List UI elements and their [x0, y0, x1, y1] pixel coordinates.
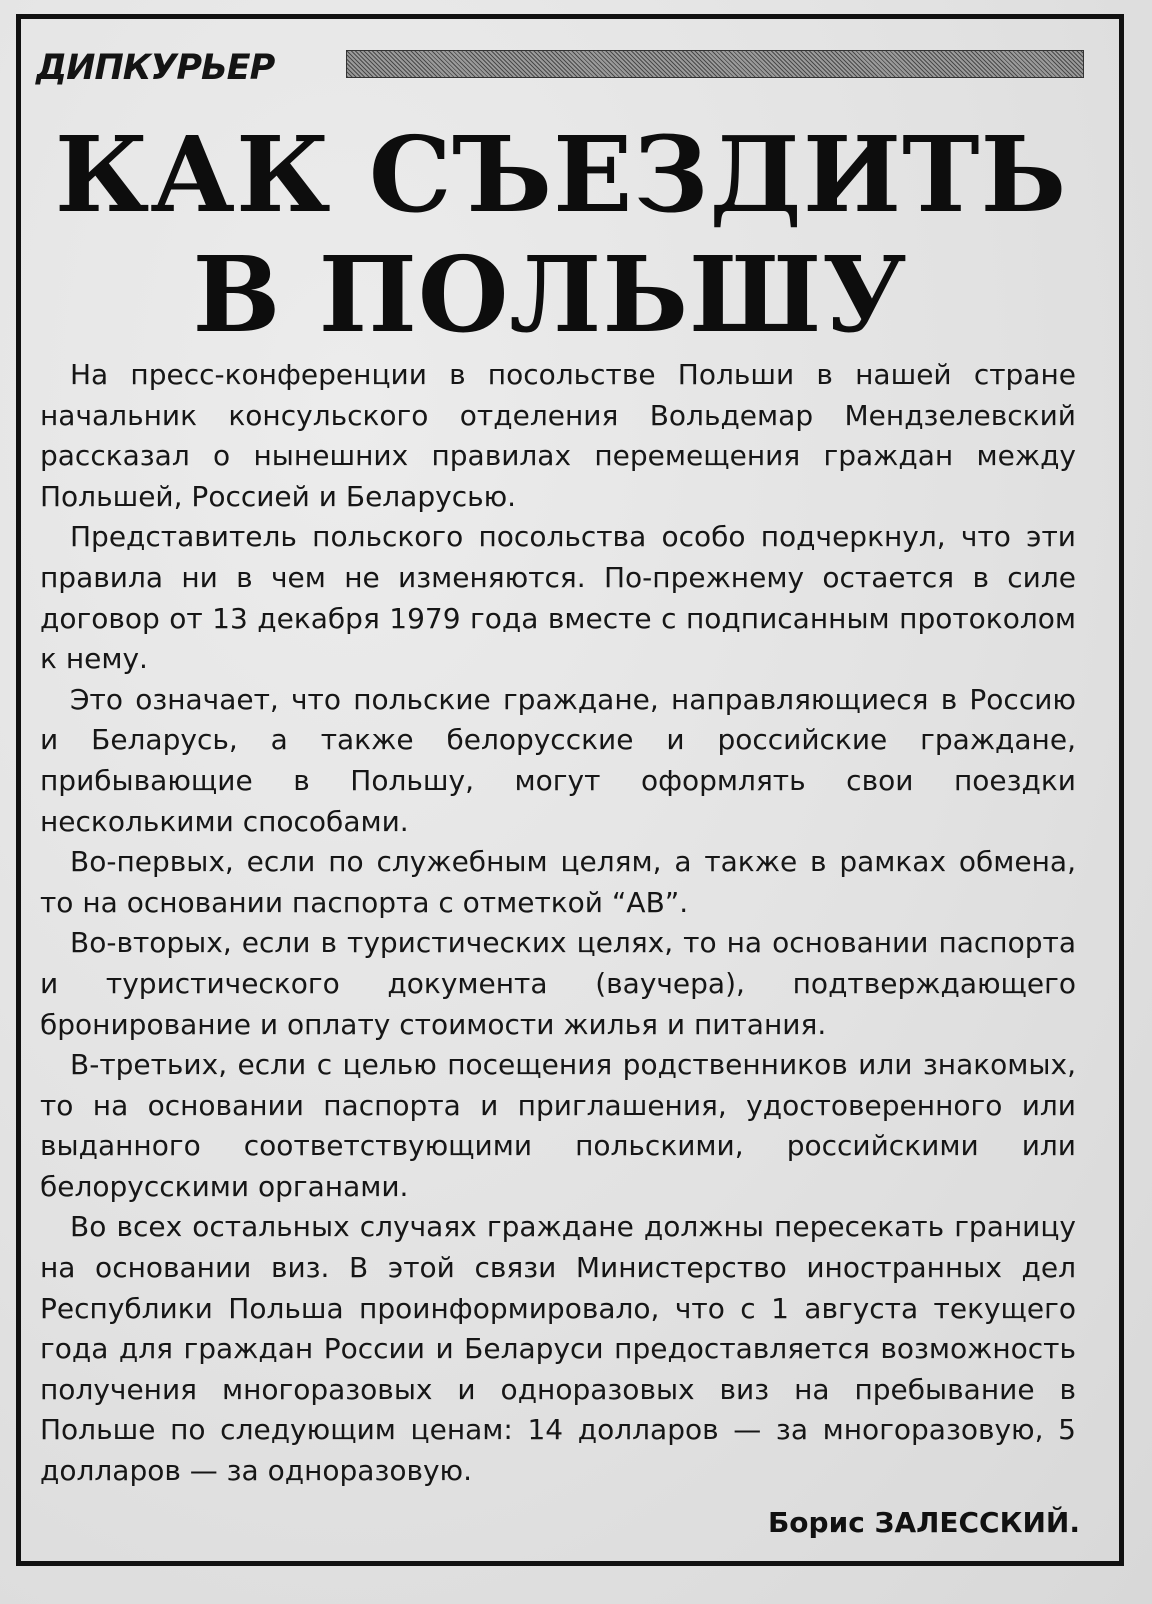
paragraph: Это означает, что польские граждане, направляющиеся в Россию и Беларусь, а также белорусские и российские граждане, прибывающие в Польшу, могут оформлять свои поездки несколькими способами.: [40, 682, 1076, 838]
paragraph: На пресс-конференции в посольстве Польши в нашей стране начальник консульского отделения Вольдемар Мендзелевский рассказал о нынешних правилах перемещения граждан между Польшей, Россией и Беларусью.: [40, 358, 1076, 513]
paragraph: Представитель польского посольства особо подчеркнул, что эти правила ни в чем не изменяются. По-прежнему остается в силе договор от 13 декабря 1979 года вместе с подписанным протоколом к нему.: [40, 520, 1076, 676]
rubric-label: ДИПКУРЬЕР: [36, 48, 275, 88]
author-byline: Борис ЗАЛЕССКИЙ.: [767, 1506, 1080, 1539]
headline-line-1: КАК СЪЕЗДИТЬ: [54, 113, 1068, 236]
headline-line-2: В ПОЛЬШУ: [192, 233, 908, 356]
article-body: [40, 355, 1076, 1492]
paragraph: Во-первых, если по служебным целям, а также в рамках обмена, то на основании паспорта с отметкой “АВ”.: [40, 845, 1076, 919]
paragraph: В-третьих, если с целью посещения родственников или знакомых, то на основании паспорта и приглашения, удостоверенного или выданного соответствующими польскими, российскими или белорусскими органами.: [40, 1048, 1076, 1203]
rubric-row: [36, 44, 1086, 92]
rubric-hatched-bar: [346, 50, 1084, 78]
paragraph: Во-вторых, если в туристических целях, то на основании паспорта и туристического документа (ваучера), подтверждающего бронирование и оплату стоимости жилья и питания.: [40, 926, 1076, 1041]
paragraph: Во всех остальных случаях граждане должны пересекать границу на основании виз. В этой связи Министерство иностранных дел Республики Польша проинформировало, что с 1 августа текущего года для граждан России и Беларуси предоставляется возможность получения многоразовых и одноразовых виз на пребывание в Польше по следующим ценам: 14 долларов — за многоразовую, 5 долларов — за одноразовую.: [40, 1210, 1076, 1488]
